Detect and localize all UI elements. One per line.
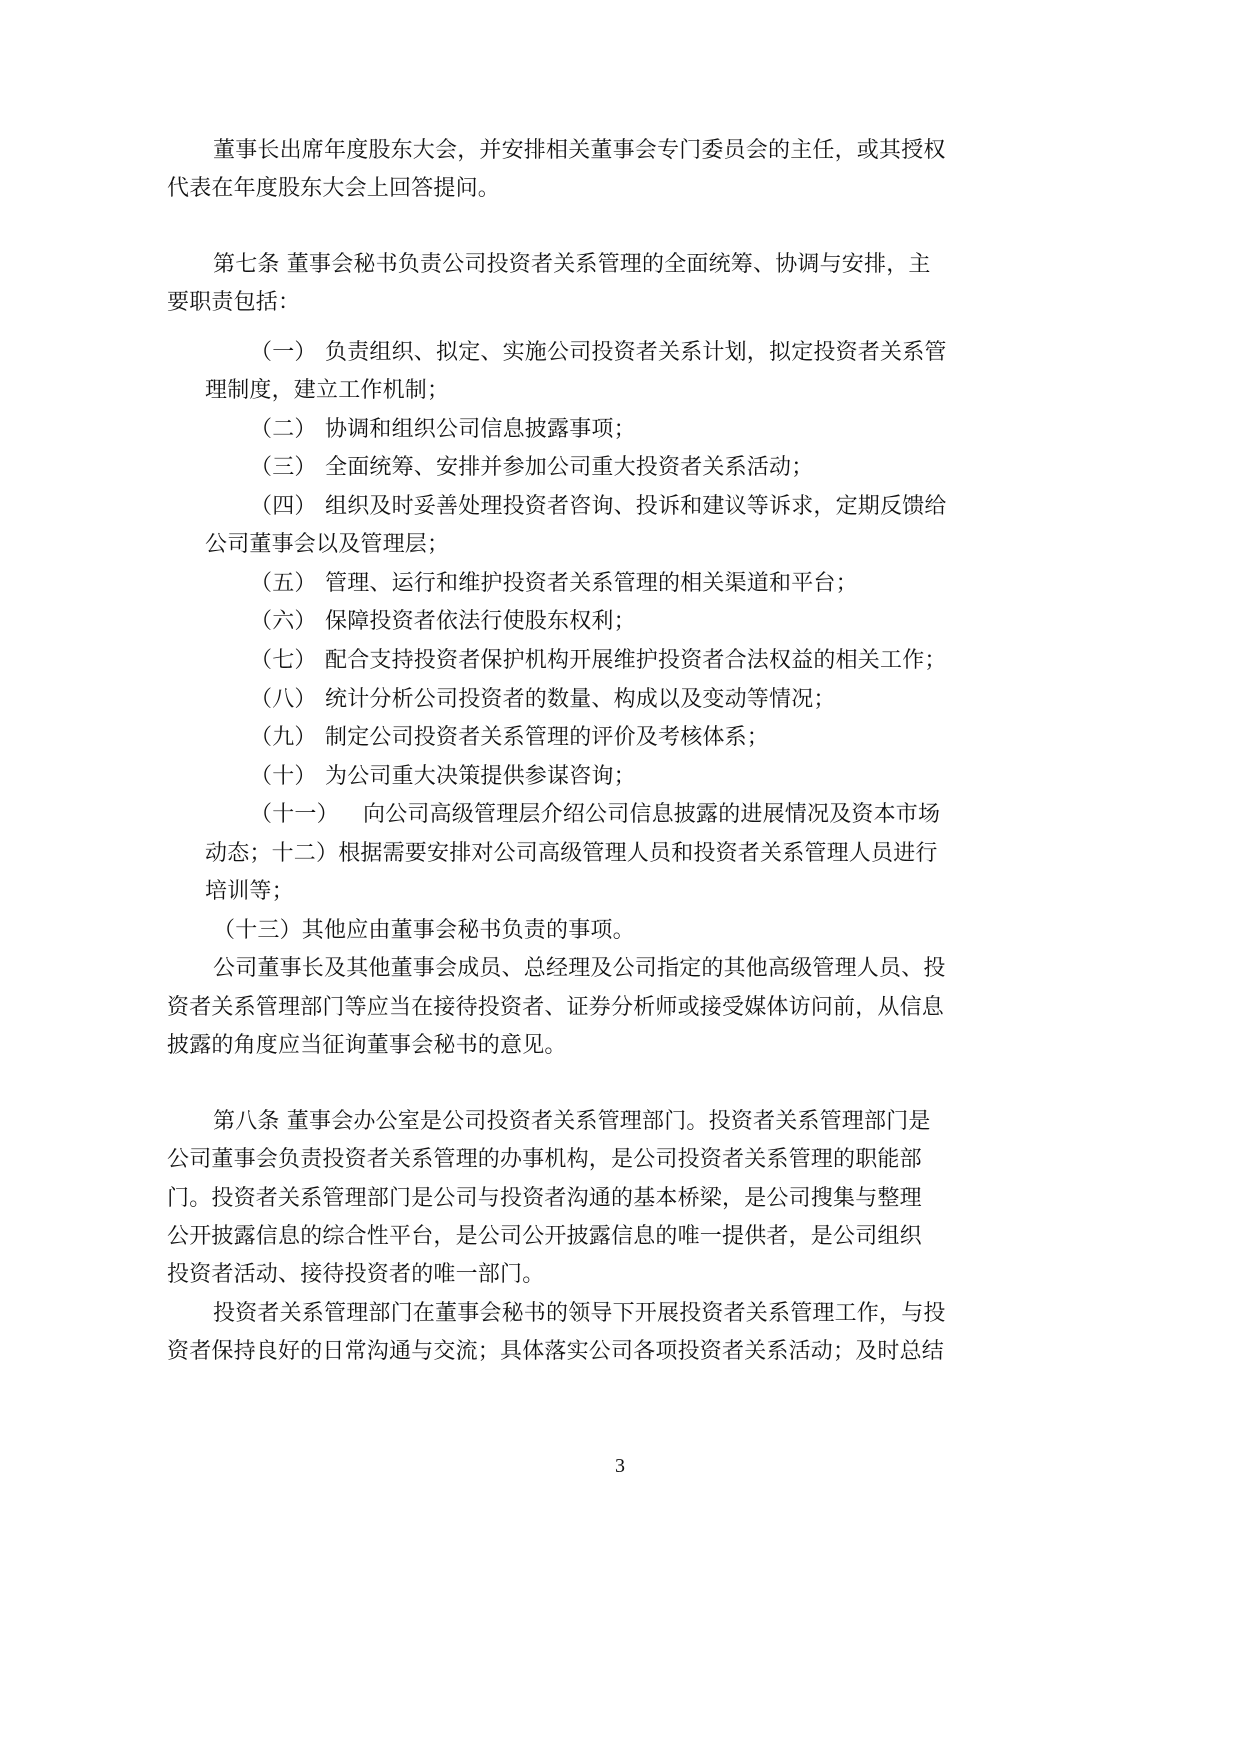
list-label: （八） [250, 687, 317, 712]
list-item [250, 494, 947, 520]
text-line: 资者关系管理部门等应当在接待投资者、证券分析师或接受媒体访问前，从信息 [167, 995, 945, 1020]
text-line: 投资者关系管理部门在董事会秘书的领导下开展投资者关系管理工作，与投 [213, 1301, 946, 1326]
text-line: 董事长出席年度股东大会，并安排相关董事会专门委员会的主任，或其授权 [213, 138, 946, 163]
list-label: （十） [250, 764, 317, 789]
list-text: 统计分析公司投资者的数量、构成以及变动等情况； [325, 687, 836, 712]
text-line: 要职责包括： [167, 290, 301, 315]
list-item [250, 571, 858, 597]
article-7-heading: 第七条 董事会秘书负责公司投资者关系管理的全面统筹、协调与安排，主 [213, 252, 931, 277]
list-item [250, 687, 836, 713]
list-item [250, 455, 813, 481]
list-label: （六） [250, 609, 317, 634]
list-item [250, 725, 769, 751]
list-item [250, 648, 947, 674]
text-line: 公开披露信息的综合性平台，是公司公开披露信息的唯一提供者，是公司组织 [167, 1224, 922, 1249]
text-line: 理制度，建立工作机制； [205, 378, 450, 403]
text-line: 公司董事长及其他董事会成员、总经理及公司指定的其他高级管理人员、投 [213, 956, 946, 981]
list-text: 向公司高级管理层介绍公司信息披露的进展情况及资本市场 [363, 802, 941, 827]
text-line: 培训等； [205, 879, 294, 904]
list-text: 为公司重大决策提供参谋咨询； [325, 764, 636, 789]
text-line: 披露的角度应当征询董事会秘书的意见。 [167, 1033, 567, 1058]
page-number: 3 [615, 1455, 625, 1477]
list-label: （二） [250, 417, 317, 442]
text-line: 动态；十二）根据需要安排对公司高级管理人员和投资者关系管理人员进行 [205, 841, 938, 866]
list-label: （一） [250, 340, 317, 365]
list-text: 制定公司投资者关系管理的评价及考核体系； [325, 725, 770, 750]
list-item [250, 340, 947, 366]
text-line: 公司董事会负责投资者关系管理的办事机构，是公司投资者关系管理的职能部 [167, 1147, 922, 1172]
list-text: 保障投资者依法行使股东权利； [325, 609, 636, 634]
list-label: （三） [250, 455, 317, 480]
list-label: （四） [250, 494, 317, 519]
list-item [250, 764, 636, 790]
list-label: （五） [250, 571, 317, 596]
list-text: 组织及时妥善处理投资者咨询、投诉和建议等诉求，定期反馈给 [325, 494, 947, 519]
list-text: 全面统筹、安排并参加公司重大投资者关系活动； [325, 455, 814, 480]
list-text: 负责组织、拟定、实施公司投资者关系计划，拟定投资者关系管 [325, 340, 947, 365]
list-text: 协调和组织公司信息披露事项； [325, 417, 636, 442]
list-text: 管理、运行和维护投资者关系管理的相关渠道和平台； [325, 571, 858, 596]
list-label: （九） [250, 725, 317, 750]
article-8-heading: 第八条 董事会办公室是公司投资者关系管理部门。投资者关系管理部门是 [213, 1109, 931, 1134]
text-line: 门。投资者关系管理部门是公司与投资者沟通的基本桥梁，是公司搜集与整理 [167, 1186, 922, 1211]
list-item: （十三）其他应由董事会秘书负责的事项。 [213, 918, 635, 943]
text-line: 投资者活动、接待投资者的唯一部门。 [167, 1262, 545, 1287]
text-line: 公司董事会以及管理层； [205, 532, 450, 557]
text-line: 资者保持良好的日常沟通与交流；具体落实公司各项投资者关系活动；及时总结 [167, 1339, 945, 1364]
list-label: （十一） [250, 802, 339, 827]
text-line: 代表在年度股东大会上回答提问。 [167, 176, 501, 201]
list-text: 配合支持投资者保护机构开展维护投资者合法权益的相关工作； [325, 648, 947, 673]
list-item [250, 802, 940, 828]
list-item [250, 609, 636, 635]
list-item [250, 417, 636, 443]
list-label: （七） [250, 648, 317, 673]
